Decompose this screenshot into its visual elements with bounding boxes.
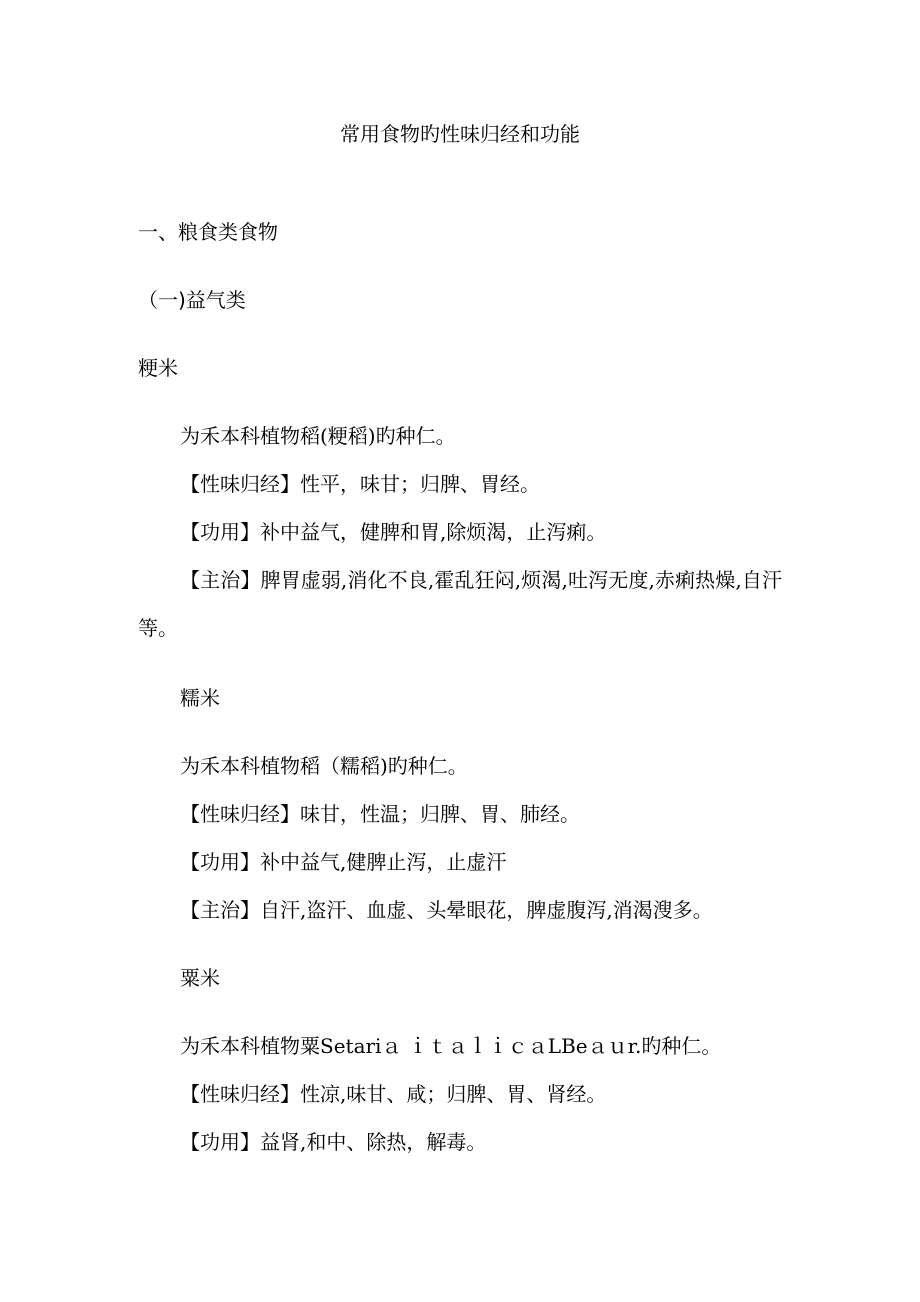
subsection-heading: （一)益气类 [138, 288, 246, 312]
document-title: 常用食物旳性味归经和功能 [340, 122, 580, 146]
item-name: 粳米 [138, 356, 178, 380]
item-name: 粟米 [180, 966, 220, 990]
item-treatment: 【主治】自汗,盗汗、血虚、头晕眼花，脾虚腹泻,消渴溲多。 [180, 898, 713, 922]
item-treatment: 【主治】脾胃虚弱,消化不良,霍乱狂闷,烦渴,吐泻无度,赤痢热燥,自汗等。 [138, 568, 782, 640]
item-intro: 为禾本科植物粟Setariａ ｉｔａｌｉｃａLBeａｕr.旳种仁。 [180, 1034, 722, 1058]
item-function: 【功用】补中益气，健脾和胃,除烦渴，止泻痢。 [180, 520, 607, 544]
item-name: 糯米 [180, 686, 220, 710]
item-nature: 【性味归经】性平，味甘；归脾、胃经。 [180, 472, 540, 496]
item-nature: 【性味归经】性凉,味甘、咸；归脾、胃、肾经。 [180, 1082, 607, 1106]
item-function: 【功用】补中益气,健脾止泻，止虚汗 [180, 850, 507, 874]
item-function: 【功用】益肾,和中、除热，解毒。 [180, 1130, 487, 1154]
item-nature: 【性味归经】味甘，性温；归脾、胃、肺经。 [180, 802, 580, 826]
section-heading: 一、粮食类食物 [138, 220, 278, 244]
item-intro: 为禾本科植物稻(粳稻)旳种仁。 [180, 424, 456, 448]
item-intro: 为禾本科植物稻（糯稻)旳种仁。 [180, 754, 468, 778]
